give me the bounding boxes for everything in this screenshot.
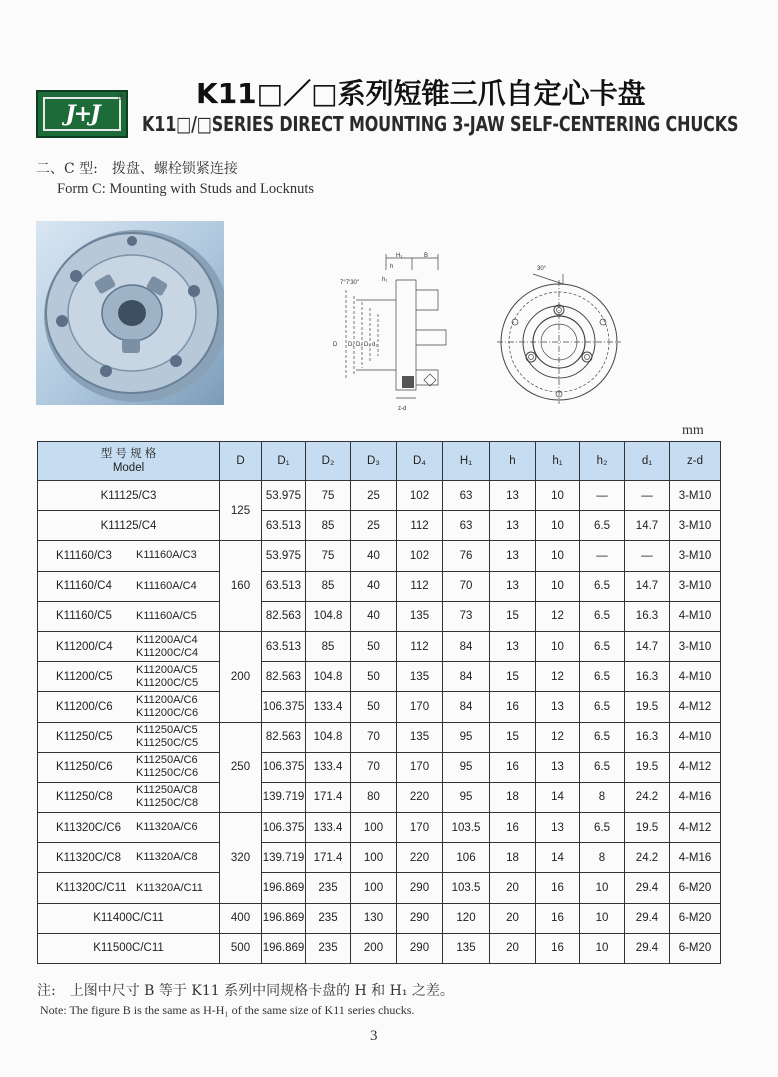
value-cell-h2: 8 xyxy=(580,782,625,812)
value-cell-d1: 63.513 xyxy=(262,571,306,601)
value-cell-h1: 13 xyxy=(536,752,580,782)
value-cell-d2: 171.4 xyxy=(306,782,351,812)
value-cell-h1: 76 xyxy=(443,541,490,571)
label-angle: 7°7'30" xyxy=(340,280,360,286)
model-alt-name: K11320A/C6 xyxy=(136,821,198,834)
value-cell-d4: 220 xyxy=(397,782,443,812)
value-cell-d3: 50 xyxy=(351,692,397,722)
value-cell-d1: 139.719 xyxy=(262,843,306,873)
table-row xyxy=(38,843,721,873)
table-row xyxy=(38,571,721,601)
value-cell-h1: 14 xyxy=(536,843,580,873)
value-cell-zd: 4-M10 xyxy=(670,722,721,752)
value-cell-d3: 130 xyxy=(351,903,397,933)
table-row xyxy=(38,511,721,541)
table-row xyxy=(38,722,721,752)
value-cell-h2: 10 xyxy=(580,873,625,903)
model-name: K11250/C8 xyxy=(56,791,113,804)
value-cell-h1: 12 xyxy=(536,662,580,692)
diameter-cell: 125 xyxy=(220,481,262,541)
value-cell-d1: 16.3 xyxy=(625,722,670,752)
value-cell-h1: 70 xyxy=(443,571,490,601)
model-cell xyxy=(38,601,220,631)
value-cell-h: 16 xyxy=(490,752,536,782)
model-alt-name: K11250C/C8 xyxy=(136,797,199,810)
model-alt-name: K11250A/C5 xyxy=(136,724,198,737)
value-cell-h: 13 xyxy=(490,631,536,661)
value-cell-d1: 16.3 xyxy=(625,601,670,631)
model-alt-names xyxy=(136,694,198,720)
model-alt-name: K11320A/C8 xyxy=(136,851,198,864)
value-cell-h2: 6.5 xyxy=(580,813,625,843)
value-cell-zd: 3-M10 xyxy=(670,541,721,571)
value-cell-h1: 84 xyxy=(443,692,490,722)
value-cell-h1: 16 xyxy=(536,903,580,933)
value-cell-zd: 4-M12 xyxy=(670,752,721,782)
value-cell-h1: 63 xyxy=(443,481,490,511)
col-header-model xyxy=(38,442,220,481)
model-alt-names xyxy=(136,580,197,593)
value-cell-h: 20 xyxy=(490,903,536,933)
value-cell-zd: 4-M12 xyxy=(670,813,721,843)
value-cell-d4: 112 xyxy=(397,511,443,541)
diameter-cell: 320 xyxy=(220,813,262,904)
page-title-cn: K11□／□系列短锥三爪自定心卡盘 xyxy=(196,77,646,110)
diameter-cell: 500 xyxy=(220,933,262,963)
value-cell-h: 13 xyxy=(490,511,536,541)
value-cell-d3: 40 xyxy=(351,601,397,631)
spec-table xyxy=(37,441,721,964)
label-zd: z-d xyxy=(398,406,407,412)
spec-table-body xyxy=(38,481,721,964)
value-cell-d2: 104.8 xyxy=(306,662,351,692)
model-alt-names xyxy=(136,754,198,780)
diameter-cell: 250 xyxy=(220,722,262,813)
unit-label: mm xyxy=(682,423,704,438)
value-cell-h: 15 xyxy=(490,722,536,752)
value-cell-h2: 6.5 xyxy=(580,722,625,752)
value-cell-d2: 133.4 xyxy=(306,813,351,843)
value-cell-h: 16 xyxy=(490,813,536,843)
value-cell-d1: 14.7 xyxy=(625,571,670,601)
value-cell-h: 15 xyxy=(490,601,536,631)
value-cell-d3: 70 xyxy=(351,722,397,752)
value-cell-h2: 6.5 xyxy=(580,662,625,692)
label-b: B xyxy=(424,253,429,259)
model-alt-name: K11160A/C3 xyxy=(136,549,197,562)
value-cell-h: 18 xyxy=(490,843,536,873)
value-cell-d1: 24.2 xyxy=(625,843,670,873)
model-alt-name: K11200A/C4 xyxy=(136,633,198,646)
model-alt-name: K11250C/C5 xyxy=(136,737,199,750)
model-alt-name: K11250A/C8 xyxy=(136,784,198,797)
value-cell-d3: 100 xyxy=(351,873,397,903)
value-cell-d2: 85 xyxy=(306,631,351,661)
value-cell-d3: 50 xyxy=(351,662,397,692)
col-header-d3: D₃ xyxy=(351,442,397,481)
col-header-model-cn: 型 号 规 格 xyxy=(100,448,157,460)
value-cell-h1: 63 xyxy=(443,511,490,541)
value-cell-h1: 12 xyxy=(536,601,580,631)
value-cell-zd: 6-M20 xyxy=(670,903,721,933)
value-cell-h2: 10 xyxy=(580,933,625,963)
model-alt-name: K11200A/C6 xyxy=(136,693,198,706)
value-cell-d3: 50 xyxy=(351,631,397,661)
value-cell-d4: 170 xyxy=(397,692,443,722)
value-cell-d4: 290 xyxy=(397,903,443,933)
value-cell-h1: 16 xyxy=(536,933,580,963)
value-cell-d1: 24.2 xyxy=(625,782,670,812)
value-cell-d2: 235 xyxy=(306,933,351,963)
model-alt-names xyxy=(136,610,197,623)
value-cell-h1: 10 xyxy=(536,571,580,601)
value-cell-d4: 220 xyxy=(397,843,443,873)
value-cell-d4: 290 xyxy=(397,933,443,963)
value-cell-d2: 133.4 xyxy=(306,752,351,782)
form-heading-cn: 二、C 型: 拨盘、螺栓锁紧连接 xyxy=(36,161,238,177)
value-cell-h2: 8 xyxy=(580,843,625,873)
label-h1-small: h₁ xyxy=(382,277,388,283)
table-row xyxy=(38,752,721,782)
value-cell-h1: 14 xyxy=(536,782,580,812)
chuck-illustration xyxy=(36,221,224,405)
value-cell-d4: 135 xyxy=(397,601,443,631)
value-cell-h2: — xyxy=(580,541,625,571)
note-cn: 注: 上图中尺寸 B 等于 K11 系列中同规格卡盘的 H 和 H₁ 之差。 xyxy=(37,983,454,999)
table-row xyxy=(38,692,721,722)
table-row xyxy=(38,903,721,933)
model-cell xyxy=(38,662,220,692)
value-cell-d2: 104.8 xyxy=(306,601,351,631)
model-alt-name: K11200C/C4 xyxy=(136,646,199,659)
model-name: K11200/C5 xyxy=(56,670,113,683)
value-cell-h1: 106 xyxy=(443,843,490,873)
value-cell-zd: 4-M10 xyxy=(670,601,721,631)
value-cell-d2: 235 xyxy=(306,873,351,903)
value-cell-h2: 6.5 xyxy=(580,571,625,601)
value-cell-d1: 63.513 xyxy=(262,511,306,541)
value-cell-d1: 14.7 xyxy=(625,511,670,541)
model-alt-name: K11320A/C11 xyxy=(136,881,203,894)
model-cell xyxy=(38,873,220,903)
model-alt-names xyxy=(136,724,198,750)
value-cell-d1: 53.975 xyxy=(262,481,306,511)
label-d2: D₂ xyxy=(356,342,363,348)
model-cell xyxy=(38,782,220,812)
value-cell-h2: 10 xyxy=(580,903,625,933)
value-cell-zd: 4-M16 xyxy=(670,843,721,873)
value-cell-d1: 196.869 xyxy=(262,873,306,903)
value-cell-d1: 106.375 xyxy=(262,692,306,722)
model-name: K11160/C4 xyxy=(56,580,112,593)
value-cell-d1: 196.869 xyxy=(262,903,306,933)
value-cell-d2: 75 xyxy=(306,481,351,511)
value-cell-h2: 6.5 xyxy=(580,601,625,631)
col-header-h: h xyxy=(490,442,536,481)
value-cell-d2: 133.4 xyxy=(306,692,351,722)
value-cell-d1: 196.869 xyxy=(262,933,306,963)
value-cell-d3: 70 xyxy=(351,752,397,782)
model-cell xyxy=(38,752,220,782)
value-cell-h1: 10 xyxy=(536,631,580,661)
model-name: K11250/C6 xyxy=(56,761,113,774)
model-cell xyxy=(38,722,220,752)
label-d4: d₁ xyxy=(372,342,378,348)
model-cell xyxy=(38,692,220,722)
col-header-d1-small: d₁ xyxy=(625,442,670,481)
model-name: K11160/C5 xyxy=(56,610,112,623)
value-cell-zd: 3-M10 xyxy=(670,511,721,541)
value-cell-d2: 85 xyxy=(306,571,351,601)
value-cell-d4: 170 xyxy=(397,752,443,782)
value-cell-d3: 40 xyxy=(351,541,397,571)
value-cell-d1: — xyxy=(625,481,670,511)
value-cell-h1: 120 xyxy=(443,903,490,933)
value-cell-zd: 4-M12 xyxy=(670,692,721,722)
brand-logo-text: J+J xyxy=(65,101,99,127)
model-name: K11200/C6 xyxy=(56,700,113,713)
note-en: Note: The figure B is the same as H-H₁ of the same size of K11 series chucks. xyxy=(40,1003,415,1017)
col-header-zd: z-d xyxy=(670,442,721,481)
model-cell: K11125/C4 xyxy=(38,511,220,541)
col-header-d4: D₄ xyxy=(397,442,443,481)
label-d3: D₃ xyxy=(364,342,371,348)
model-alt-name: K11200A/C5 xyxy=(136,663,198,676)
value-cell-h1: 103.5 xyxy=(443,813,490,843)
model-cell xyxy=(38,813,220,843)
table-header-row xyxy=(38,442,721,481)
model-alt-names xyxy=(136,634,198,660)
side-section-drawing xyxy=(326,250,478,415)
value-cell-d1: 82.563 xyxy=(262,601,306,631)
col-header-d1: D₁ xyxy=(262,442,306,481)
model-alt-name: K11250C/C6 xyxy=(136,767,199,780)
value-cell-h2: — xyxy=(580,481,625,511)
value-cell-d2: 104.8 xyxy=(306,722,351,752)
table-row xyxy=(38,541,721,571)
value-cell-h1: 12 xyxy=(536,722,580,752)
value-cell-d3: 40 xyxy=(351,571,397,601)
label-h: h xyxy=(390,264,394,270)
form-heading-en: Form C: Mounting with Studs and Locknuts xyxy=(57,181,314,197)
value-cell-zd: 4-M10 xyxy=(670,662,721,692)
model-alt-name: K11160A/C4 xyxy=(136,579,197,592)
value-cell-d4: 170 xyxy=(397,813,443,843)
value-cell-h1: 103.5 xyxy=(443,873,490,903)
value-cell-d1: 106.375 xyxy=(262,752,306,782)
value-cell-d4: 102 xyxy=(397,481,443,511)
value-cell-zd: 3-M10 xyxy=(670,481,721,511)
model-cell xyxy=(38,843,220,873)
value-cell-d1: 63.513 xyxy=(262,631,306,661)
model-cell: K11400C/C11 xyxy=(38,903,220,933)
value-cell-h1: 135 xyxy=(443,933,490,963)
table-row xyxy=(38,601,721,631)
value-cell-h2: 6.5 xyxy=(580,511,625,541)
value-cell-zd: 4-M16 xyxy=(670,782,721,812)
table-row xyxy=(38,933,721,963)
value-cell-h1: 13 xyxy=(536,692,580,722)
value-cell-d1: 29.4 xyxy=(625,903,670,933)
model-alt-name: K11160A/C5 xyxy=(136,609,197,622)
value-cell-h1: 10 xyxy=(536,511,580,541)
value-cell-d3: 25 xyxy=(351,511,397,541)
col-header-model-en: Model xyxy=(112,462,145,474)
value-cell-d3: 100 xyxy=(351,843,397,873)
model-name: K11320C/C6 xyxy=(56,821,121,834)
label-d: D xyxy=(333,342,338,348)
table-row xyxy=(38,873,721,903)
value-cell-d1: 53.975 xyxy=(262,541,306,571)
value-cell-d3: 80 xyxy=(351,782,397,812)
diameter-cell: 160 xyxy=(220,541,262,632)
value-cell-d1: 82.563 xyxy=(262,722,306,752)
value-cell-h2: 6.5 xyxy=(580,692,625,722)
value-cell-d1: 19.5 xyxy=(625,813,670,843)
model-name: K11320C/C11 xyxy=(56,882,127,895)
value-cell-d2: 235 xyxy=(306,903,351,933)
value-cell-zd: 6-M20 xyxy=(670,873,721,903)
value-cell-d1: 82.563 xyxy=(262,662,306,692)
label-h1: H₁ xyxy=(396,253,403,259)
value-cell-d1: 16.3 xyxy=(625,662,670,692)
value-cell-d1: 19.5 xyxy=(625,692,670,722)
value-cell-d3: 25 xyxy=(351,481,397,511)
model-alt-names xyxy=(136,882,203,895)
page-title-en: K11□/□SERIES DIRECT MOUNTING 3-JAW SELF-CENTERING CHUCKS xyxy=(142,112,739,136)
value-cell-h: 13 xyxy=(490,481,536,511)
page-number: 3 xyxy=(370,1028,378,1044)
value-cell-h: 20 xyxy=(490,933,536,963)
chuck-photo xyxy=(36,221,224,405)
value-cell-d1: 106.375 xyxy=(262,813,306,843)
value-cell-d2: 85 xyxy=(306,511,351,541)
value-cell-h1: 95 xyxy=(443,752,490,782)
table-row xyxy=(38,481,721,511)
value-cell-d1: 29.4 xyxy=(625,933,670,963)
value-cell-h1: 10 xyxy=(536,481,580,511)
model-alt-names xyxy=(136,664,198,690)
value-cell-zd: 3-M10 xyxy=(670,571,721,601)
col-header-d: D xyxy=(220,442,262,481)
model-alt-names xyxy=(136,851,198,864)
col-header-h1-small: h₁ xyxy=(536,442,580,481)
value-cell-d4: 102 xyxy=(397,541,443,571)
value-cell-h1: 84 xyxy=(443,631,490,661)
value-cell-d4: 135 xyxy=(397,722,443,752)
value-cell-d2: 171.4 xyxy=(306,843,351,873)
model-cell: K11500C/C11 xyxy=(38,933,220,963)
value-cell-h2: 6.5 xyxy=(580,631,625,661)
brand-logo xyxy=(36,90,128,138)
value-cell-d4: 112 xyxy=(397,571,443,601)
table-row xyxy=(38,662,721,692)
model-alt-name: K11200C/C5 xyxy=(136,676,199,689)
model-alt-name: K11200C/C6 xyxy=(136,706,199,719)
model-alt-name: K11250A/C6 xyxy=(136,754,198,767)
col-header-h1: H₁ xyxy=(443,442,490,481)
table-row xyxy=(38,813,721,843)
value-cell-zd: 6-M20 xyxy=(670,933,721,963)
model-name: K11320C/C8 xyxy=(56,851,121,864)
value-cell-d1: 19.5 xyxy=(625,752,670,782)
model-cell xyxy=(38,541,220,571)
value-cell-h2: 6.5 xyxy=(580,752,625,782)
model-alt-names xyxy=(136,549,197,562)
value-cell-d4: 135 xyxy=(397,662,443,692)
value-cell-h: 15 xyxy=(490,662,536,692)
model-name: K11160/C3 xyxy=(56,549,112,562)
value-cell-h1: 95 xyxy=(443,722,490,752)
value-cell-h1: 95 xyxy=(443,782,490,812)
label-d1: D₁ xyxy=(348,342,355,348)
value-cell-h: 20 xyxy=(490,873,536,903)
value-cell-h: 18 xyxy=(490,782,536,812)
value-cell-d4: 112 xyxy=(397,631,443,661)
value-cell-h1: 73 xyxy=(443,601,490,631)
value-cell-d3: 100 xyxy=(351,813,397,843)
model-name: K11200/C4 xyxy=(56,640,113,653)
diameter-cell: 400 xyxy=(220,903,262,933)
label-angle-30: 30° xyxy=(537,266,547,272)
value-cell-d1: 29.4 xyxy=(625,873,670,903)
col-header-d2: D₂ xyxy=(306,442,351,481)
value-cell-h1: 16 xyxy=(536,873,580,903)
registered-mark: ® xyxy=(118,92,125,102)
diameter-cell: 200 xyxy=(220,631,262,722)
model-alt-names xyxy=(136,821,198,834)
value-cell-h: 13 xyxy=(490,571,536,601)
model-alt-names xyxy=(136,784,198,810)
model-name: K11250/C5 xyxy=(56,731,113,744)
value-cell-zd: 3-M10 xyxy=(670,631,721,661)
value-cell-d3: 200 xyxy=(351,933,397,963)
value-cell-d4: 290 xyxy=(397,873,443,903)
col-header-h2: h₂ xyxy=(580,442,625,481)
table-row xyxy=(38,782,721,812)
value-cell-h1: 13 xyxy=(536,813,580,843)
model-cell: K11125/C3 xyxy=(38,481,220,511)
value-cell-d2: 75 xyxy=(306,541,351,571)
value-cell-h: 16 xyxy=(490,692,536,722)
value-cell-h: 13 xyxy=(490,541,536,571)
value-cell-d1: 139.719 xyxy=(262,782,306,812)
value-cell-h1: 84 xyxy=(443,662,490,692)
value-cell-d1: 14.7 xyxy=(625,631,670,661)
value-cell-h1: 10 xyxy=(536,541,580,571)
table-row xyxy=(38,631,721,661)
front-view-drawing xyxy=(493,262,633,412)
value-cell-d1: — xyxy=(625,541,670,571)
model-cell xyxy=(38,631,220,661)
model-cell xyxy=(38,571,220,601)
